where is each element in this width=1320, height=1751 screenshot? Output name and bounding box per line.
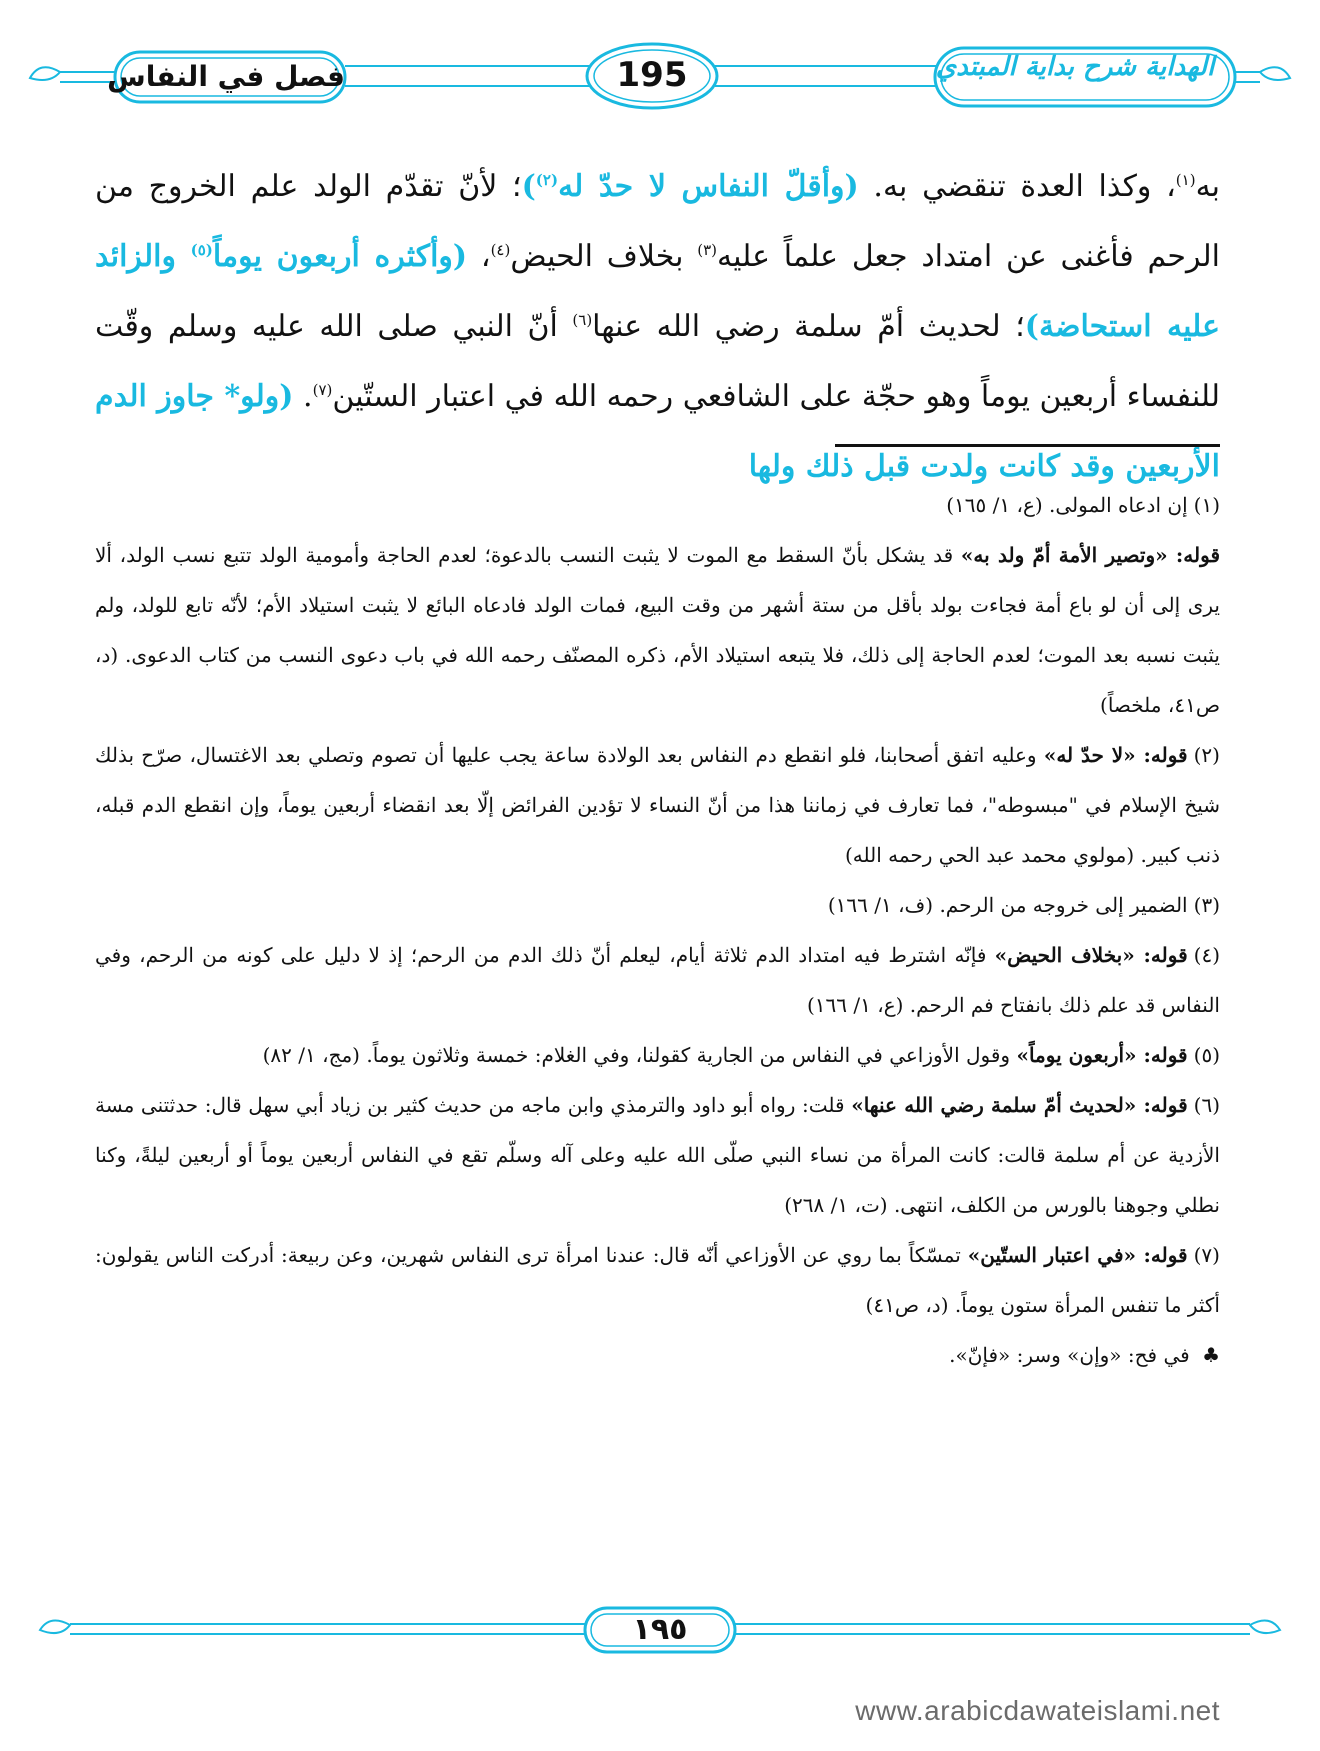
chapter-title: فصل في النفاس — [107, 60, 345, 93]
book-title: الهداية شرح بداية المبتدي — [935, 52, 1215, 82]
footnote-text: تمسّكاً بما روي عن الأوزاعي أنّه قال: عندنا امرأة ترى النفاس شهرين، وعن ربيعة: أدركت الناس يقولون: أكثر ما تنفس المرأة ستون يوماً. (د، ص٤١) — [95, 1243, 1220, 1317]
footnote-ref[interactable]: (١) — [1175, 171, 1196, 189]
matn-text: (وأقلّ النفاس لا حدّ له — [558, 169, 859, 204]
footnote — [95, 1330, 1220, 1380]
footnote-label: قوله: — [1135, 743, 1188, 767]
footnote-text: في فح: «وإن» وسر: «فإنّ». — [949, 1343, 1197, 1367]
footnote — [95, 1080, 1220, 1230]
footnote-number: (١) — [1193, 493, 1220, 517]
footnote-quote: «في اعتبار الستّين» — [967, 1243, 1137, 1267]
footnote-ref[interactable]: (٤) — [490, 241, 511, 259]
footnote-text: وعليه اتفق أصحابنا، فلو انقطع دم النفاس بعد الولادة ساعة يجب عليها أن تصوم وتصلي بعد الاغتسال، صرّح بذلك شيخ الإسلام في "مبسوطه"، فما تعارف في زماننا هذا من أنّ النساء لا تؤدين الفرائض إلّا بعد انقضاء أربعين يوماً، وإن انقطع الدم قبله، ذنب كبير. (مولوي محمد عبد الحي رحمه الله) — [95, 743, 1220, 867]
footnote-ref[interactable]: (٧) — [312, 381, 333, 399]
footnote-ref[interactable]: (٣) — [697, 241, 718, 259]
matn-text: (ولو* جاوز الدم الأربعين وقد كانت ولدت قبل ذلك ولها — [95, 379, 1220, 484]
page-header — [0, 0, 1320, 140]
footnote-text: قلت: رواه أبو داود والترمذي وابن ماجه من حديث كثير بن زياد أبي سهل قال: حدثتنى مسة الأزدية عن أم سلمة قالت: كانت المرأة من نساء النبي صلّى الله عليه وعلى آله وسلّم تقع في النفاس أربعين يوماً أو أربعين ليلةً، وكنا نطلي وجوهنا بالورس من الكلف، انتهى. (ت، ١/ ٢٦٨) — [95, 1093, 1220, 1217]
commentary-text: ، — [467, 239, 491, 274]
footnote-text: الضمير إلى خروجه من الرحم. (ف، ١/ ١٦٦) — [827, 893, 1188, 917]
footnote — [95, 480, 1220, 530]
footnote-ref[interactable]: (٦) — [572, 311, 593, 329]
footnote-number: (٦) — [1193, 1093, 1221, 1117]
matn-text: (وأكثره أربعون يوماً — [212, 239, 468, 274]
page-number-top: 195 — [616, 55, 688, 95]
matn-text: والزائد عليه استحاضة) — [95, 239, 1220, 344]
commentary-text: . — [293, 379, 313, 414]
footnote-number: (٥) — [1193, 1043, 1220, 1067]
footnote — [95, 880, 1220, 930]
footnote-divider — [835, 444, 1220, 447]
footnote-ref[interactable]: (٥) — [190, 241, 213, 259]
footnote-quote: «بخلاف الحيض» — [994, 943, 1135, 967]
footnote-text: قد يشكل بأنّ السقط مع الموت لا يثبت النسب بالدعوة؛ لعدم الحاجة وأمومية الولد تتبع نسب الولد، ألا يرى إلى أن لو باع أمة فجاءت بولد بأقل من ستة أشهر من وقت البيع، فمات الولد فادعاه البائع لا يثبت استيلاد الأم؛ لأنّه تابع للولد، ولم يثبت نسبه بعد الموت؛ لعدم الحاجة إلى ذلك، فلا يتبعه استيلاد الأم، ذكره المصنّف رحمه الله في باب دعوى النسب من كتاب الدعوى. (د، ص٤١، ملخصاً) — [95, 543, 1220, 717]
commentary-text: ؛ لأنّ تقدّم الولد علم الخروج من الرحم فأغنى عن امتداد جعل علماً عليه — [95, 169, 1221, 274]
footnote-number: (٤) — [1193, 943, 1221, 967]
footnote-number: ♣ — [1202, 1343, 1220, 1367]
main-paragraph — [95, 152, 1220, 502]
footnote-quote: «أربعون يوماً» — [1016, 1043, 1137, 1067]
matn-text: ) — [521, 169, 536, 204]
commentary-text: ؛ لحديث أمّ سلمة رضي الله عنها — [592, 309, 1025, 344]
footnote-ref[interactable]: (٢) — [535, 171, 559, 189]
page-number-bottom: ١٩٥ — [632, 1612, 688, 1647]
footnote-number: (٧) — [1193, 1243, 1220, 1267]
footnote-text: وقول الأوزاعي في النفاس من الجارية كقولنا، وفي الغلام: خمسة وثلاثون يوماً. (مج، ١/ ٨٢) — [262, 1043, 1017, 1067]
footnote-label: قوله: — [1134, 943, 1188, 967]
footnotes — [95, 480, 1220, 1380]
commentary-text: به — [1195, 169, 1220, 204]
footnote-number: (٢) — [1193, 743, 1220, 767]
footnote-quote: «لا حدّ له» — [1043, 743, 1136, 767]
footnote-text: إن ادعاه المولى. (ع، ١/ ١٦٥) — [946, 493, 1188, 517]
footnote-number: (٣) — [1193, 893, 1220, 917]
footnote-quote: «لحديث أمّ سلمة رضي الله عنها» — [851, 1093, 1137, 1117]
footnote-text: فإنّه اشترط فيه امتداد الدم ثلاثة أيام، ليعلم أنّ ذلك الدم من الرحم؛ إذ لا دليل على كونه من الرحم، وفي النفاس قد علم ذلك بانفتاح فم الرحم. (ع، ١/ ١٦٦) — [95, 943, 1220, 1017]
footnote-quote: «وتصير الأمة أمّ ولد به» — [960, 543, 1168, 567]
footnote-label: قوله: — [1167, 543, 1221, 567]
footnote — [95, 530, 1220, 730]
footnote — [95, 1230, 1220, 1330]
commentary-text: أنّ النبي صلى الله عليه وسلم وقّت للنفساء أربعين يوماً وهو حجّة على الشافعي رحمه الله في اعتبار الستّين — [95, 309, 1220, 414]
main-text — [95, 152, 1220, 502]
footnote — [95, 730, 1220, 880]
commentary-text: بخلاف الحيض — [510, 239, 698, 274]
footnote-label: قوله: — [1136, 1043, 1188, 1067]
footnote — [95, 1030, 1220, 1080]
footnote-label: قوله: — [1136, 1093, 1188, 1117]
website-url[interactable]: www.arabicdawateislami.net — [855, 1695, 1220, 1726]
footnote-label: قوله: — [1136, 1243, 1188, 1267]
commentary-text: ، وكذا العدة تنقضي به. — [858, 169, 1176, 204]
footnote — [95, 930, 1220, 1030]
